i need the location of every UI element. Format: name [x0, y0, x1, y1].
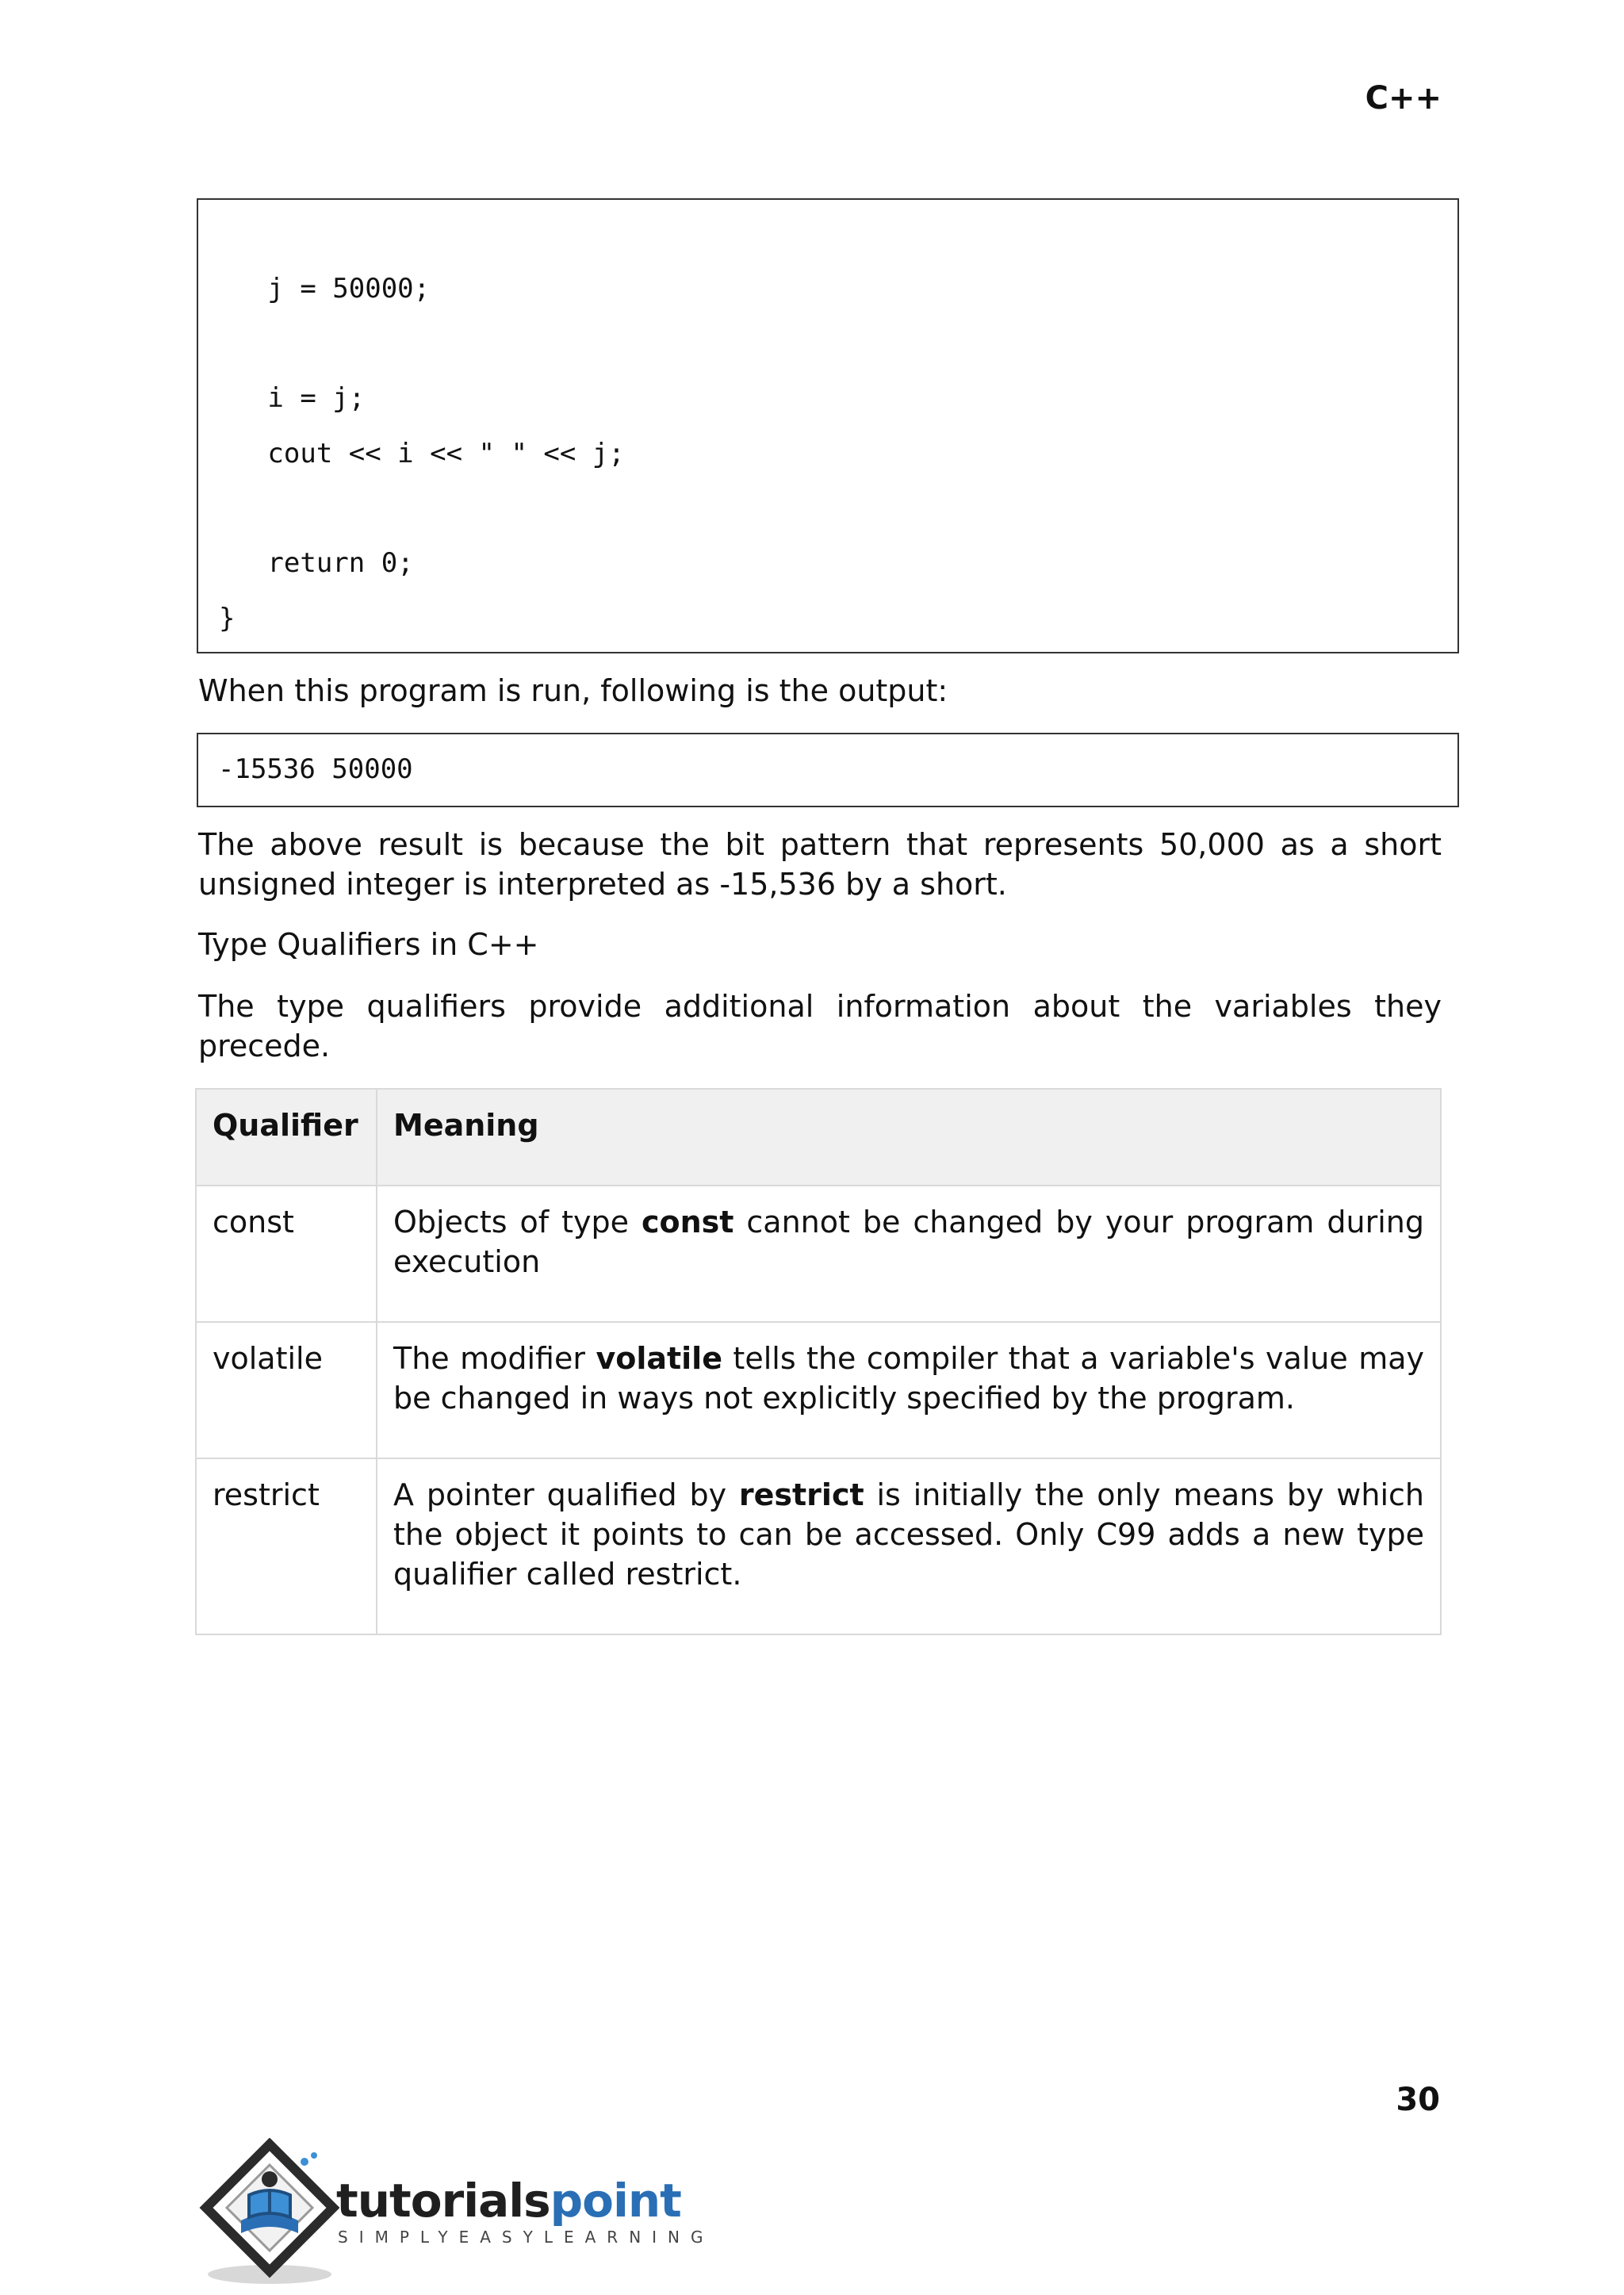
- logo-tagline: SIMPLYEASYLEARNING: [338, 2228, 714, 2247]
- table-header-row: [196, 1089, 1441, 1186]
- logo-diamond-icon: [197, 2138, 339, 2289]
- logo-wordmark: [336, 2173, 681, 2228]
- meaning-text: cannot be changed by your program during execution: [393, 1205, 1424, 1279]
- meaning-keyword: volatile: [596, 1341, 722, 1376]
- table-row: [196, 1186, 1441, 1322]
- output-intro: When this program is run, following is the output:: [198, 673, 948, 708]
- section-heading: Type Qualifiers in C++: [198, 927, 539, 962]
- qualifier-cell: restrict: [196, 1458, 377, 1634]
- qualifiers-table: [195, 1088, 1442, 1635]
- qualifier-cell: volatile: [196, 1322, 377, 1458]
- result-explanation: The above result is because the bit pattern that represents 50,000 as a short unsigned integer is interpreted as -15,536 by a short.: [198, 827, 1442, 902]
- table-header-qualifier: Qualifier: [196, 1089, 377, 1186]
- table-row: [196, 1458, 1441, 1634]
- code-line: }: [219, 603, 236, 634]
- meaning-text: tells the compiler that a variable's value may be changed in ways not explicitly specified by the program.: [393, 1341, 1425, 1416]
- tutorialspoint-logo: [197, 2138, 714, 2289]
- code-block: [197, 198, 1459, 653]
- meaning-text: is initially the only means by which the object it points to can be accessed. Only C99 adds a new type qualifier called restrict.: [393, 1477, 1424, 1592]
- qualifiers-intro: The type qualifiers provide additional information about the variables they precede.: [198, 989, 1442, 1063]
- meaning-text: Objects of type: [393, 1205, 642, 1239]
- qualifier-cell: const: [196, 1186, 377, 1322]
- meaning-keyword: restrict: [738, 1477, 864, 1512]
- output-text: -15536 50000: [218, 753, 413, 785]
- meaning-cell: [377, 1322, 1441, 1458]
- meaning-cell: [377, 1458, 1441, 1634]
- meaning-text: A pointer qualified by: [393, 1477, 739, 1512]
- output-block: [197, 733, 1459, 807]
- code-line: j = 50000;: [219, 273, 431, 305]
- table-row: [196, 1322, 1441, 1458]
- meaning-cell: [377, 1186, 1441, 1322]
- code-line: cout << i << " " << j;: [219, 438, 625, 469]
- meaning-keyword: const: [641, 1205, 734, 1239]
- table-header-meaning: Meaning: [377, 1089, 1441, 1186]
- code-line: i = j;: [219, 382, 366, 414]
- meaning-text: The modifier: [393, 1341, 596, 1376]
- header-title: C++: [1365, 80, 1442, 117]
- logo-word-tutorials: tutorials: [336, 2174, 550, 2228]
- logo-word-point: point: [550, 2174, 681, 2228]
- code-line: return 0;: [219, 547, 414, 579]
- page-number: 30: [1396, 2082, 1440, 2118]
